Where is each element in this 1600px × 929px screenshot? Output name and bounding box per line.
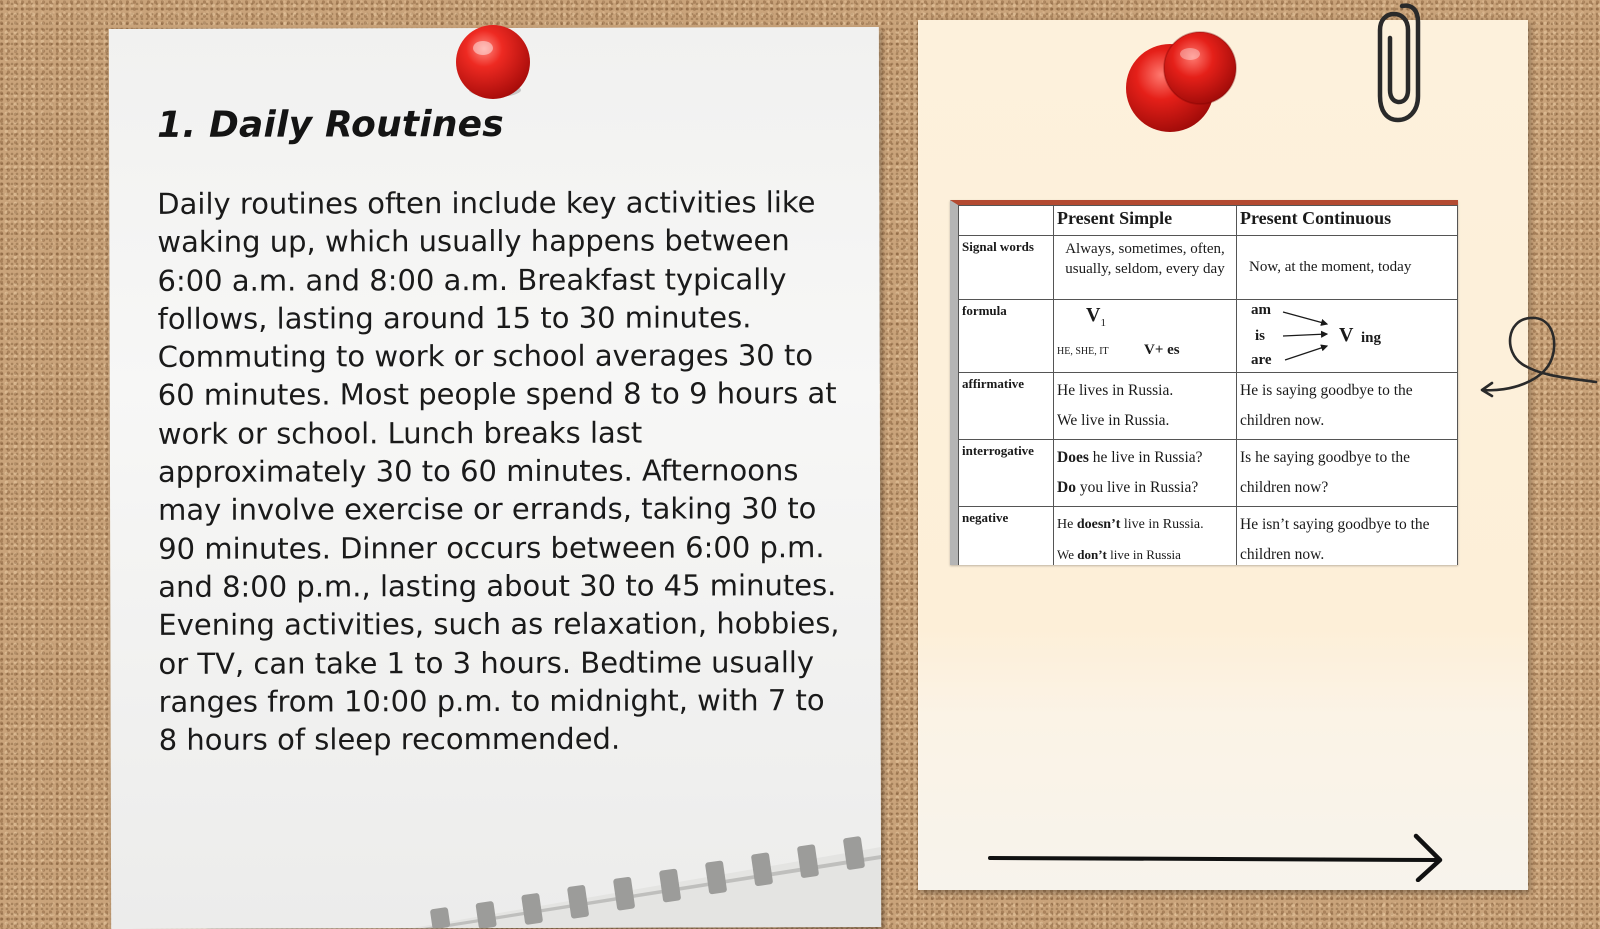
interrogative-simple-2: Do you live in Russia? — [1057, 479, 1199, 496]
formula-am: am — [1251, 302, 1271, 318]
right-arrow-icon — [986, 832, 1448, 882]
formula-is: is — [1255, 328, 1266, 344]
table-row — [959, 373, 1458, 440]
paperclip-icon — [1372, 0, 1426, 124]
note-title: 1. Daily Routines — [157, 103, 504, 146]
row-label-interrogative: interrogative — [959, 440, 1054, 507]
formula-are: are — [1251, 352, 1272, 368]
interrogative-simple-1: Does he live in Russia? — [1057, 449, 1203, 466]
tense-comparison-table — [958, 205, 1458, 565]
table-header-present-simple: Present Simple — [1054, 206, 1237, 236]
interrogative-continuous: Is he saying goodbye to the children now? — [1237, 440, 1458, 507]
negative-simple — [1054, 507, 1237, 566]
red-pushpin-icon — [1122, 30, 1244, 134]
negative-simple-2: We don’t live in Russia — [1057, 547, 1181, 562]
row-label-affirmative: affirmative — [959, 373, 1054, 440]
row-label-signal-words: Signal words — [959, 236, 1054, 300]
table-header-empty — [959, 206, 1054, 236]
formula-arrows-icon — [1281, 308, 1337, 364]
signal-words-continuous: Now, at the moment, today — [1237, 236, 1458, 300]
row-label-formula: formula — [959, 300, 1054, 373]
note-body: Daily routines often include key activities like waking up, which usually happens between 6:00 a.m. and 8:00 a.m. Breakfast typically follows, lasting around 15 to 30 minutes. Commuting to work or school averages 30 to 60 minutes. Most people spend 8 to 9 hours at work or school. Lunch breaks last approximately 30 to 60 minutes. Afternoons may involve exercise or errands, taking 30 to 90 minutes. Dinner occurs between 6:00 p.m. and 8:00 p.m., lasting about 30 to 45 minutes. Evening activities, such as relaxation, hobbies, or TV, can take 1 to 3 hours. Bedtime usually ranges from 10:00 p.m. to midnight, with 7 to 8 hours of sleep recommended. — [157, 185, 840, 758]
formula-pronouns: HE, SHE, IT — [1057, 346, 1109, 357]
affirmative-simple-1: He lives in Russia. — [1057, 382, 1174, 399]
table-header-row — [959, 206, 1458, 236]
formula-v1: $V_1$ — [1086, 304, 1106, 329]
formula-ing: ing — [1361, 330, 1382, 346]
red-pushpin-icon — [453, 22, 533, 102]
table-header-present-continuous: Present Continuous — [1237, 206, 1458, 236]
formula-v: V — [1339, 324, 1354, 346]
table-row — [959, 300, 1458, 373]
table-row — [959, 236, 1458, 300]
signal-words-simple: Always, sometimes, often, usually, seldom, every day — [1054, 236, 1237, 300]
negative-simple-1: He doesn’t live in Russia. — [1057, 517, 1204, 532]
grammar-table-image — [950, 200, 1458, 565]
formula-continuous — [1237, 300, 1458, 373]
affirmative-simple — [1054, 373, 1237, 440]
affirmative-simple-2: We live in Russia. — [1057, 412, 1170, 429]
formula-v-es: V+ es — [1144, 342, 1180, 358]
row-label-negative: negative — [959, 507, 1054, 566]
table-row — [959, 440, 1458, 507]
affirmative-continuous: He is saying goodbye to the children now. — [1237, 373, 1458, 440]
loop-arrow-icon — [1478, 310, 1600, 410]
table-row — [959, 507, 1458, 566]
negative-continuous: He isn’t saying goodbye to the children now. — [1237, 507, 1458, 566]
formula-simple — [1054, 300, 1237, 373]
torn-paper-edge — [311, 807, 881, 928]
note-paper-left — [109, 27, 881, 929]
interrogative-simple — [1054, 440, 1237, 507]
